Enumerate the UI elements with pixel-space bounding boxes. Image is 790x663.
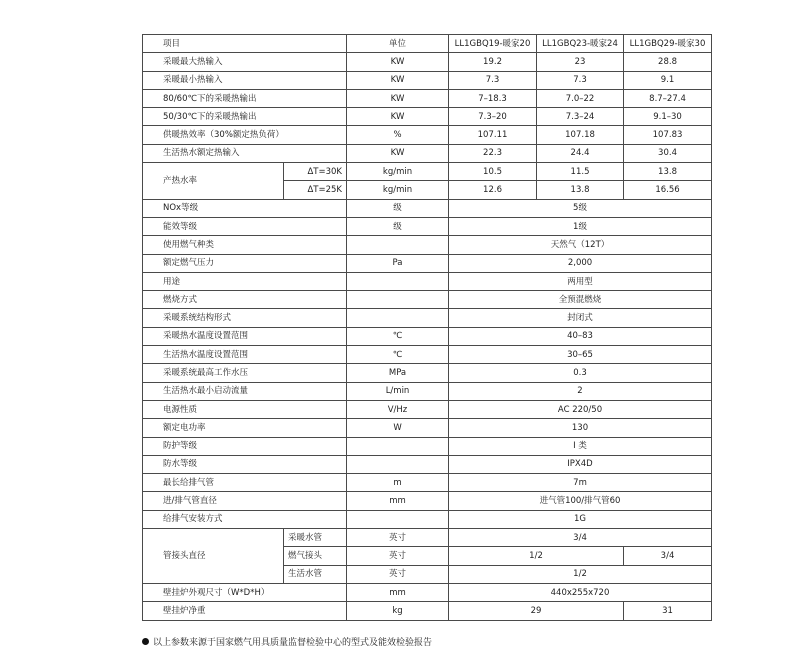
row-unit — [347, 291, 449, 309]
row-label: 能效等级 — [143, 217, 347, 235]
row-label: 采暖系统最高工作水压 — [143, 364, 347, 382]
row-label: 最长给排气管 — [143, 474, 347, 492]
row-label: 采暖系统结构形式 — [143, 309, 347, 327]
footnote-text: 以上参数来源于国家燃气用具质量监督检验中心的型式及能效检验报告 — [153, 638, 433, 648]
row-unit: kg/min — [347, 163, 449, 181]
table-row — [143, 254, 712, 272]
row-unit — [347, 309, 449, 327]
row-unit: 级 — [347, 217, 449, 235]
row-label: NOx等级 — [143, 199, 347, 217]
row-label: 燃烧方式 — [143, 291, 347, 309]
sub-label: ΔT=30K — [284, 163, 347, 181]
table-row — [143, 144, 712, 162]
table-row — [143, 163, 712, 181]
row-value-model-3: 30.4 — [624, 144, 712, 162]
row-unit: kg — [347, 602, 449, 620]
row-value-model-2: 7.3 — [537, 71, 624, 89]
row-value-model-1: 10.5 — [449, 163, 537, 181]
row-unit: Pa — [347, 254, 449, 272]
header-model-2: LL1GBQ23-暖家24 — [537, 35, 624, 53]
bullet-icon — [142, 638, 149, 645]
row-value: 进气管100/排气管60 — [449, 492, 712, 510]
row-value-model-2: 7.0–22 — [537, 89, 624, 107]
row-value: 0.3 — [449, 364, 712, 382]
row-label: 电源性质 — [143, 400, 347, 418]
row-unit: KW — [347, 53, 449, 71]
header-unit: 单位 — [347, 35, 449, 53]
row-label: 采暖热水温度设置范围 — [143, 327, 347, 345]
row-value: 天然气（12T） — [449, 236, 712, 254]
row-value: 两用型 — [449, 272, 712, 290]
row-value: 130 — [449, 419, 712, 437]
row-value-model-3: 8.7–27.4 — [624, 89, 712, 107]
row-unit — [347, 272, 449, 290]
row-label: 进/排气管直径 — [143, 492, 347, 510]
row-label: 生活热水最小启动流量 — [143, 382, 347, 400]
row-label: 防护等级 — [143, 437, 347, 455]
row-unit: MPa — [347, 364, 449, 382]
row-value-model-3: 9.1–30 — [624, 108, 712, 126]
header-item: 项目 — [143, 35, 347, 53]
row-unit — [347, 510, 449, 528]
row-value-model-1: 22.3 — [449, 144, 537, 162]
table-row — [143, 71, 712, 89]
table-row — [143, 364, 712, 382]
row-value-model-1: 7–18.3 — [449, 89, 537, 107]
row-value-model-3: 107.83 — [624, 126, 712, 144]
table-row — [143, 126, 712, 144]
row-label: 80/60℃下的采暖热输出 — [143, 89, 347, 107]
table-row — [143, 455, 712, 473]
row-value-model-3: 9.1 — [624, 71, 712, 89]
table-row — [143, 382, 712, 400]
row-value-model-3: 28.8 — [624, 53, 712, 71]
row-unit — [347, 437, 449, 455]
table-row — [143, 400, 712, 418]
header-model-1: LL1GBQ19-暖家20 — [449, 35, 537, 53]
row-value-model-1: 7.3 — [449, 71, 537, 89]
table-row — [143, 217, 712, 235]
row-label: 防水等级 — [143, 455, 347, 473]
table-row — [143, 53, 712, 71]
row-value-model-3: 16.56 — [624, 181, 712, 199]
row-value: IPX4D — [449, 455, 712, 473]
row-unit: KW — [347, 71, 449, 89]
row-label: 额定电功率 — [143, 419, 347, 437]
row-value: 1/2 — [449, 565, 712, 583]
row-label: 给排气安装方式 — [143, 510, 347, 528]
row-value: 7m — [449, 474, 712, 492]
row-label: 采暖最大热输入 — [143, 53, 347, 71]
row-value: 40–83 — [449, 327, 712, 345]
row-value-model-2: 7.3–24 — [537, 108, 624, 126]
sub-label: 采暖水管 — [284, 529, 347, 547]
sub-label: 燃气接头 — [284, 547, 347, 565]
row-unit: % — [347, 126, 449, 144]
table-row — [143, 327, 712, 345]
row-unit: ℃ — [347, 346, 449, 364]
row-unit: ℃ — [347, 327, 449, 345]
row-unit: mm — [347, 583, 449, 601]
row-unit: 英寸 — [347, 547, 449, 565]
row-value-model-3: 3/4 — [624, 547, 712, 565]
row-value-model-1-2: 1/2 — [449, 547, 624, 565]
table-row — [143, 199, 712, 217]
table-row — [143, 602, 712, 620]
table-row — [143, 291, 712, 309]
table-row — [143, 510, 712, 528]
table-row — [143, 309, 712, 327]
row-unit: V/Hz — [347, 400, 449, 418]
spec-table — [142, 34, 712, 621]
row-unit: W — [347, 419, 449, 437]
row-label: 壁挂炉净重 — [143, 602, 347, 620]
table-row — [143, 437, 712, 455]
row-unit: 级 — [347, 199, 449, 217]
row-value: 2,000 — [449, 254, 712, 272]
row-unit — [347, 455, 449, 473]
row-value-model-2: 107.18 — [537, 126, 624, 144]
row-unit: L/min — [347, 382, 449, 400]
row-value-model-2: 24.4 — [537, 144, 624, 162]
row-label: 用途 — [143, 272, 347, 290]
table-row — [143, 89, 712, 107]
row-value: AC 220/50 — [449, 400, 712, 418]
row-label: 生活热水温度设置范围 — [143, 346, 347, 364]
row-value: 封闭式 — [449, 309, 712, 327]
table-row — [143, 419, 712, 437]
table-row — [143, 529, 712, 547]
row-value-model-3: 31 — [624, 602, 712, 620]
row-value-model-1: 7.3–20 — [449, 108, 537, 126]
row-label: 生活热水额定热输入 — [143, 144, 347, 162]
row-unit: mm — [347, 492, 449, 510]
row-label: 额定燃气压力 — [143, 254, 347, 272]
row-value: 全预混燃烧 — [449, 291, 712, 309]
row-unit: KW — [347, 108, 449, 126]
sub-label: 生活水管 — [284, 565, 347, 583]
row-label: 壁挂炉外观尺寸（W*D*H） — [143, 583, 347, 601]
row-label: 使用燃气种类 — [143, 236, 347, 254]
table-row — [143, 236, 712, 254]
row-value: 3/4 — [449, 529, 712, 547]
table-header-row — [143, 35, 712, 53]
table-row — [143, 583, 712, 601]
table-row — [143, 272, 712, 290]
row-value-model-3: 13.8 — [624, 163, 712, 181]
table-row — [143, 492, 712, 510]
footnote — [142, 637, 432, 649]
row-unit: m — [347, 474, 449, 492]
row-value-model-2: 11.5 — [537, 163, 624, 181]
sub-label: ΔT=25K — [284, 181, 347, 199]
row-label: 50/30℃下的采暖热输出 — [143, 108, 347, 126]
row-value-model-1: 19.2 — [449, 53, 537, 71]
header-model-3: LL1GBQ29-暖家30 — [624, 35, 712, 53]
row-value-model-1: 107.11 — [449, 126, 537, 144]
row-label: 供暖热效率（30%额定热负荷） — [143, 126, 347, 144]
row-value-model-2: 13.8 — [537, 181, 624, 199]
row-value: 30–65 — [449, 346, 712, 364]
table-row — [143, 346, 712, 364]
row-value: 440x255x720 — [449, 583, 712, 601]
row-value-model-1-2: 29 — [449, 602, 624, 620]
table-row — [143, 108, 712, 126]
row-value: 5级 — [449, 199, 712, 217]
row-value-model-2: 23 — [537, 53, 624, 71]
table-row — [143, 474, 712, 492]
row-value: 1级 — [449, 217, 712, 235]
row-value: 2 — [449, 382, 712, 400]
row-unit: KW — [347, 144, 449, 162]
row-unit: KW — [347, 89, 449, 107]
row-unit: 英寸 — [347, 565, 449, 583]
row-value-model-1: 12.6 — [449, 181, 537, 199]
row-label: 采暖最小热输入 — [143, 71, 347, 89]
row-unit — [347, 236, 449, 254]
row-unit: kg/min — [347, 181, 449, 199]
row-value: 1G — [449, 510, 712, 528]
row-label: 管接头直径 — [143, 529, 284, 584]
row-label: 产热水率 — [143, 163, 284, 200]
row-unit: 英寸 — [347, 529, 449, 547]
row-value: I 类 — [449, 437, 712, 455]
